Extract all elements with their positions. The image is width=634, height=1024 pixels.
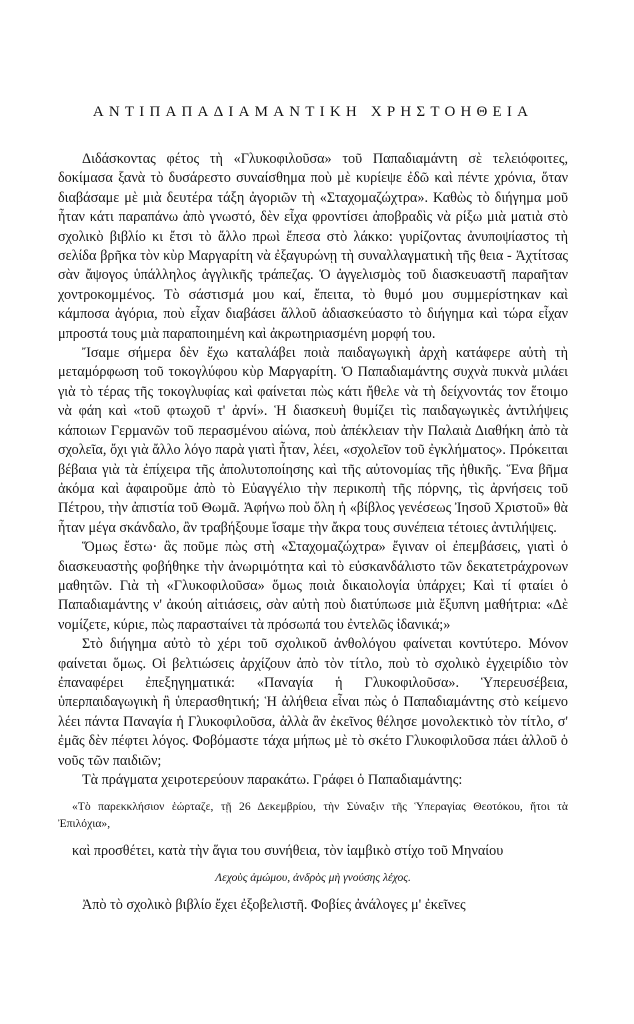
closing-line: Ἀπὸ τὸ σχολικὸ βιβλίο ἔχει ἐξοβελιστῆ. Φοβίες ἀνάλογες μ' ἐκεῖνες (82, 896, 466, 913)
article-body (58, 150, 568, 915)
after-quote-text: καὶ προσθέτει, κατὰ τὴν ἅγια του συνήθεια, τὸν ἰαμβικὸ στίχο τοῦ Μηναίου (72, 843, 504, 860)
article-title: ΑΝΤΙΠΑΠΑΔΙΑΜΑΝΤΙΚΗ ΧΡΗΣΤΟΗΘΕΙΑ (92, 104, 534, 120)
paragraph-5: Τὰ πράγματα χειροτερεύουν παρακάτω. Γράφει ὁ Παπαδιαμάντης: (82, 772, 463, 788)
paragraph-4: Στὸ διήγημα αὐτὸ τὸ χέρι τοῦ σχολικοῦ ἀνθολόγου φαίνεται κοντύτερο. Μόνον φαίνεται ὅμως. Οἱ βελτιώσεις ἀρχίζουν ἀπὸ τὸν τίτλο, ποὺ τὸ σχολικὸ ἐγχειρίδιο τὸν ἐπαναφέρει ἐπεξηγηματικά: «Παναγία ἡ Γλυκοφιλοῦσα». Ὑπερευσέβεια, ὑπερπαιδαγωγικὴ ἢ ὑπερασθητική; Ἡ ἀλήθεια εἶναι πὼς ὁ Παπαδιαμάντης στὸ κείμενο λέει πάντα Παναγία ἡ Γλυκοφιλοῦσα, ἀλλὰ ἂν ἐκεῖνος θέλησε μονολεκτικὸ τὸν τίτλο, σ' ἐμᾶς δὲν πέφτει λόγος. Φοβόμαστε τάχα μήπως μὲ τὸ σκέτο Γλυκοφιλοῦσα πάει ἀλλοῦ ὁ νοῦς τῶν παιδιῶν; (58, 636, 568, 769)
paragraph-1: Διδάσκοντας φέτος τὴ «Γλυκοφιλοῦσα» τοῦ Παπαδιαμάντη σὲ τελειόφοιτες, δοκίμασα ξανὰ τὸ δυσάρεστο συναίσθημα ποὺ μὲ κυρίεψε ἐδῶ καὶ πέντε χρόνια, ὅταν διαβάσαμε μὲ μιὰ δευτέρα τάξη ἀγοριῶν τὴ «Σταχομαζώχτρα». Καθὼς τὸ διήγημα μοῦ ἦταν κάτι παραπάνω ἀπὸ γνωστό, δὲν εἶχα φροντίσει ἀποβραδὶς νὰ ρίξω μιὰ ματιὰ στὸ σχολικὸ βιβλίο κι ἔτσι τὸ ἄλλο πρωὶ ἔπεσα στὸ λάκκο: γυρίζοντας ἀνυποψίαστος τὴ σελίδα βρῆκα τὸν κὺρ Μαργαρίτη νὰ ἐξαγυρώνῃ τὴ συναλλαγματικὴ τῆς θεια - Ἀχτίτσας σὰν ἄψογος ὑπάλληλος ἀγγλικῆς τράπεζας. Ὁ ἀγγελισμὸς τοῦ διασκευαστῆ παραῆταν χοντροκομμένος. Τὸ σάστισμά μου καί, ἔπειτα, τὸ θυμό μου συμμερίστηκαν καὶ κάμποσα ἀγόρια, ποὺ εἶχαν διαβάσει ἄλλοῦ ἀδιασκεύαστο τὸ διήγημα καὶ τώρα εἶχαν μπροστά τους μιὰ παραποιημένη καὶ ἀκρωτηριασμένη μορφή του. (58, 151, 568, 342)
paragraph-3: Ὅμως ἔστω· ἂς ποῦμε πὼς στὴ «Σταχομαζώχτρα» ἔγιναν οἱ ἐπεμβάσεις, γιατὶ ὁ διασκευαστὴς φοβήθηκε τὴν ἀνωριμότητα καὶ τὸ εὐσκανδάλιστο τῶν δεκατετράχρονων μαθητῶν. Γιὰ τὴ «Γλυκοφιλοῦσα» ὅμως ποιὰ δικαιολογία ὑπάρχει; Καὶ τί φταίει ὁ Παπαδιαμάντης ν' ἀκούη αἰτιάσεις, σὰν αὐτὴ ποὺ διατύπωσε μιὰ ἔξυπνη μαθήτρια: «Δὲ νομίζετε, κύριε, πὼς παρασταίνει τὰ πρόσωπά του ἐντελῶς ἰδανικά;» (58, 539, 568, 633)
iambic-verse: Λεχοὺς ἀμώμου, ἀνδρὸς μὴ γνούσης λέχος. (215, 870, 411, 884)
paragraph-2: Ἴσαμε σήμερα δὲν ἔχω καταλάβει ποιὰ παιδαγωγικὴ ἀρχὴ κατάφερε αὐτὴ τὴ μεταμόρφωση τοῦ τοκογλύφου κὺρ Μαργαρίτη. Ὁ Παπαδιαμάντης συχνὰ πυκνὰ μιλάει γιὰ τὸ τέρας τῆς τοκογλυφίας καὶ φαίνεται πὼς κάτι ἤθελε νὰ τὴ δείχνοντάς τον ἕτοιμο νὰ φάη καὶ «τοῦ φτωχοῦ τ' ἀρνί». Ἡ διασκευὴ θυμίζει τὶς παιδαγωγικὲς ἀντιλήψεις κάποιων Γερμανῶν τοῦ περασμένου αἰώνα, ποὺ ἀπέκλειαν τὴν Παλαιὰ Διαθήκη ἀπὸ τὰ σχολεῖα, ὄχι γιὰ ἄλλο λόγο παρὰ γιατὶ ἦταν, λέει, «σχολεῖον τοῦ ἐγκλήματος». Πρόκειται βέβαια γιὰ τὰ ἐπίχειρα τῆς ἀπολυτοποίησης καὶ τῆς αὐτονομίας τῆς ἠθικῆς. Ἕνα βῆμα ἀκόμα καὶ ἀφαιροῦμε ἀπὸ τὸ Εὐαγγέλιο τὴν περικοπὴ τῆς πόρνης, τὶς ἀρνήσεις τοῦ Πέτρου, τὴν ἀπιστία τοῦ Θωμᾶ. Ἀφήνω ποὺ ὅλη ἡ «βίβλος γενέσεως Ἰησοῦ Χριστοῦ» θὰ ἦταν μέγα σκάνδαλο, ἂν τραβήξουμε ἴσαμε τὴν ἄκρα τους συνέπεια τέτοιες ἀντιλήψεις. (58, 345, 568, 536)
block-quote: «Τὸ παρεκκλήσιον ἑώρταζε, τῇ 26 Δεκεμβρίου, τὴν Σύναξιν τῆς Ὑπεραγίας Θεοτόκου, ἤτοι τὰ Ἐπιλόχια», (58, 800, 568, 831)
